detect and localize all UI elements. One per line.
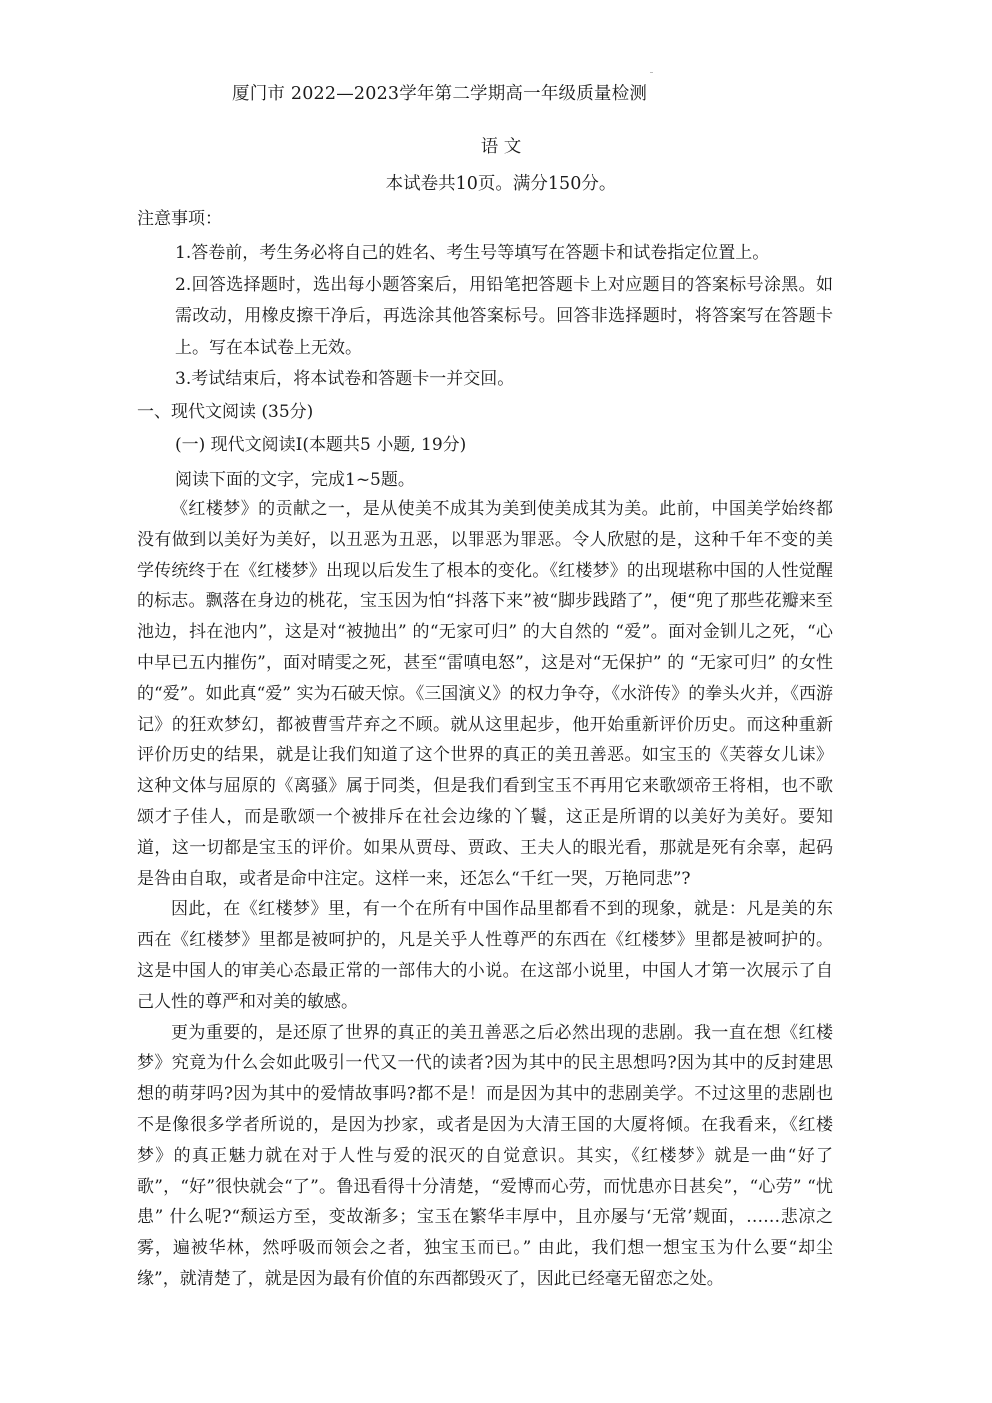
notice-item: 3.考试结束后，将本试卷和答题卡一并交回。 — [175, 369, 515, 389]
notice-list — [175, 238, 833, 396]
exam-title: 厦门市 2022—2023学年第二学期高一年级质量检测 — [232, 84, 648, 104]
reading-instruction: 阅读下面的文字，完成1~5题。 — [175, 470, 415, 490]
notice-heading: 注意事项： — [137, 209, 222, 229]
notice-item: 1.答卷前，考生务必将自己的姓名、考生号等填写在答题卡和试卷指定位置上。 — [175, 243, 770, 263]
passage-paragraph: 《红楼梦》的贡献之一，是从使美不成其为美到使美成其为美。此前，中国美学始终都没有做到以美好为美好，以丑恶为丑恶，以罪恶为罪恶。令人欣慰的是，这种千年不变的美学传统终于在《红楼梦》出现以后发生了根本的变化。《红楼梦》的出现堪称中国的人性觉醒的标志。飘落在身边的桃花，宝玉因为怕“抖落下来”被“脚步践踏了”，便“兜了那些花瓣来至池边，抖在池内”，这是对“被抛出” 的“无家可归” 的大自然的 “爱”。面对金钏儿之死，“心中早已五内摧伤”，面对晴雯之死，甚至“雷嗔电怒”，这是对“无保护” 的 “无家可归” 的女性的“爱”。如此真“爱” 实为石破天惊。《三国演义》的权力争夺，《水浒传》的拳头火并，《西游记》的狂欢梦幻，都被曹雪芹弃之不顾。就从这里起步，他开始重新评价历史。而这种重新评价历史的结果，就是让我们知道了这个世界的真正的美丑善恶。如宝玉的《芙蓉女儿诔》这种文体与屈原的《离骚》属于同类，但是我们看到宝玉不再用它来歌颂帝王将相，也不歌颂才子佳人，而是歌颂一个被排斥在社会边缘的丫鬟，这正是所谓的以美好为美好。要知道，这一切都是宝玉的评价。如果从贾母、贾政、王夫人的眼光看，那就是死有余辜，起码是咎由自取，或者是命中注定。这样一来，还怎么“千红一哭，万艳同悲”? — [137, 499, 833, 889]
scan-mark — [650, 72, 653, 73]
reading-passage — [137, 494, 833, 1295]
subsection-title: (一) 现代文阅读I(本题共5 小题, 19分) — [175, 435, 467, 455]
subject-title: 语 文 — [480, 137, 522, 157]
passage-paragraph: 因此，在《红楼梦》里，有一个在所有中国作品里都看不到的现象，就是：凡是美的东西在《红楼梦》里都是被呵护的，凡是关乎人性尊严的东西在《红楼梦》里都是被呵护的。这是中国人的审美心态最正常的一部伟大的小说。在这部小说里，中国人才第一次展示了自己人性的尊严和对美的敏感。 — [137, 899, 833, 1012]
section-title: 一、现代文阅读 (35分) — [137, 402, 314, 422]
paper-info: 本试卷共10页。满分150分。 — [385, 174, 617, 194]
notice-item: 2.回答选择题时，选出每小题答案后，用铅笔把答题卡上对应题目的答案标号涂黑。如需改动，用橡皮擦干净后，再选涂其他答案标号。回答非选择题时，将答案写在答题卡上。写在本试卷上无效。 — [175, 274, 833, 358]
passage-paragraph: 更为重要的，是还原了世界的真正的美丑善恶之后必然出现的悲剧。我一直在想《红楼梦》究竟为什么会如此吸引一代又一代的读者?因为其中的民主思想吗?因为其中的反封建思想的萌芽吗?因为其中的爱情故事吗?都不是！而是因为其中的悲剧美学。不过这里的悲剧也不是像很多学者所说的，是因为抄家，或者是因为大清王国的大厦将倾。在我看来，《红楼梦》的真正魅力就在对于人性与爱的泯灭的自觉意识。其实，《红楼梦》就是一曲“好了歌”，“好”很快就会“了”。鲁迅看得十分清楚，“爱博而心劳，而忧患亦日甚矣”，“心劳” “忧患” 什么呢?“颓运方至，变故渐多；宝玉在繁华丰厚中，且亦屡与‘无常’觌面，……悲凉之雾，遍被华林，然呼吸而领会之者，独宝玉而已。” 由此，我们想一想宝玉为什么要“却尘缘”，就清楚了，就是因为最有价值的东西都毁灭了，因此已经毫无留恋之处。 — [137, 1022, 833, 1289]
